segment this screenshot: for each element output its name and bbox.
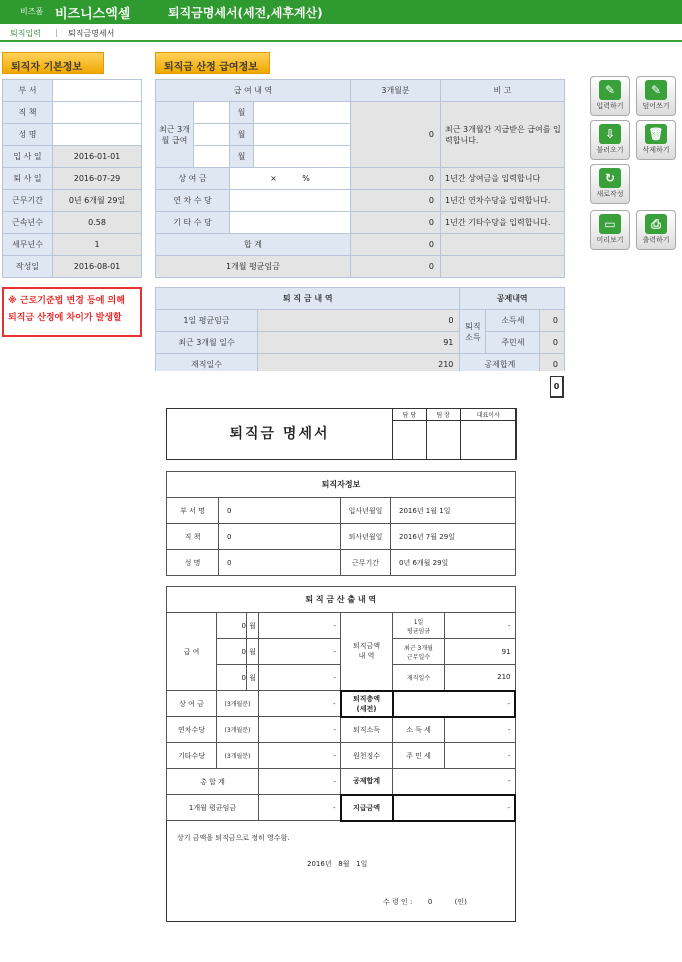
- month-label: 월: [230, 146, 254, 168]
- button-label: 미리보기: [596, 236, 624, 244]
- month-label: 월: [230, 124, 254, 146]
- doc-statement: 상기 금액을 퇴직금으로 정히 영수함.: [177, 834, 290, 842]
- basic-info-label: 부 서: [3, 80, 53, 102]
- print-button[interactable]: [636, 210, 676, 250]
- deduct-total-value: 0: [540, 354, 565, 372]
- income-tax-label: 소득세: [486, 310, 540, 332]
- month-input-3[interactable]: [194, 146, 230, 168]
- doc-pay-label: 급 여: [167, 613, 217, 691]
- doc-title-box: [166, 408, 516, 460]
- doc-receipt-box: [166, 821, 516, 922]
- basic-info-label: 근무기간: [3, 190, 53, 212]
- breadcrumb: [0, 26, 682, 42]
- printer-icon: ⎙: [645, 214, 667, 234]
- nav-link-statement[interactable]: 퇴직금명세서: [68, 29, 115, 38]
- recent-days-label: 최근 3개월 일수: [156, 332, 258, 354]
- download-icon: ⇩: [599, 124, 621, 144]
- basic-info-table: [2, 79, 142, 278]
- remark-bonus: 1년간 상여금을 입력합니다: [441, 168, 565, 190]
- monitor-icon: ▭: [599, 214, 621, 234]
- section-title-basic: 퇴직자 기본정보: [2, 52, 104, 74]
- col-pay-detail: 급 여 내 역: [156, 80, 351, 102]
- resident-tax-value: 0: [540, 332, 565, 354]
- page-title: 퇴직금명세서(세전,세후계산): [168, 6, 323, 20]
- trash-icon: 🗑: [645, 124, 667, 144]
- retirement-detail-panel: [155, 287, 565, 371]
- sum-3months: 0: [351, 102, 441, 168]
- basic-info-row: [3, 168, 142, 190]
- basic-info-label: 작성일: [3, 256, 53, 278]
- annual-label: 연 차 수 당: [156, 190, 230, 212]
- annual-input[interactable]: [230, 190, 351, 212]
- month-input-1[interactable]: [194, 102, 230, 124]
- doc-pos-value: 0: [219, 524, 341, 550]
- total-label: 합 계: [156, 234, 351, 256]
- basic-info-row: [3, 190, 142, 212]
- brand-logo: 비즈니스엑셀: [55, 7, 131, 22]
- ret-detail-header: 퇴 직 금 내 역: [156, 288, 460, 310]
- section-title-pay: 퇴직금 산정 급여정보: [155, 52, 270, 74]
- pay-input-2[interactable]: [254, 124, 351, 146]
- avg-value: 0: [351, 256, 441, 278]
- doc-leave-value: 2016년 7월 29일: [391, 524, 516, 550]
- doc-calc-table: 퇴 직 금 산 출 내 역 급 여 0 월 - 퇴직금액 내 역 1일 평균임금 - 0 월 - 최근 3개월 근무일수 91 0 월 - 재직일수 210 상 여 금 (3개월분) - 퇴직충액 (세전) - 연차수당 (3개월분) - 퇴직소득 소 득 세 - 기타수당 (3개월분) - 원천징수 주 민 세 - 총 합 계 - 공제합계 - 1개월 평균임금 - 지급금액 -: [166, 586, 516, 822]
- refresh-icon: ↻: [599, 168, 621, 188]
- remark-recent: 최근 3개월간 지급받은 급여를 입력합니다.: [441, 102, 565, 168]
- basic-info-label: 직 책: [3, 102, 53, 124]
- month-label: 월: [230, 102, 254, 124]
- remark-annual: 1년간 연차수당을 입력합니다.: [441, 190, 565, 212]
- work-days-label: 재직일수: [156, 354, 258, 372]
- pencil-icon: ✎: [645, 80, 667, 100]
- basic-info-value[interactable]: [53, 80, 142, 102]
- doc-name-value: 0: [219, 550, 341, 576]
- basic-info-value: 2016-07-29: [53, 168, 142, 190]
- daily-avg-label: 1일 평균임금: [156, 310, 258, 332]
- etc-value: 0: [351, 212, 441, 234]
- basic-info-label: 세무년수: [3, 234, 53, 256]
- doc-info-title: 퇴직자정보: [167, 472, 516, 498]
- bonus-label: 상 여 금: [156, 168, 230, 190]
- col-remarks: 비 고: [441, 80, 565, 102]
- doc-name-label: 성 명: [167, 550, 219, 576]
- doc-dept-label: 부 서 명: [167, 498, 219, 524]
- doc-join-label: 입사년월일: [341, 498, 391, 524]
- basic-info-row: [3, 146, 142, 168]
- button-label: 삭제하기: [642, 146, 670, 154]
- col-3months: 3개월분: [351, 80, 441, 102]
- doc-calc-title: 퇴 직 금 산 출 내 역: [167, 587, 516, 613]
- etc-input[interactable]: [230, 212, 351, 234]
- button-label: 입력하기: [596, 102, 624, 110]
- doc-retamt-label: 퇴직금액 내 역: [341, 613, 393, 691]
- basic-info-value: 2016-01-01: [53, 146, 142, 168]
- nav-link-input[interactable]: 퇴직입력: [10, 29, 41, 38]
- doc-join-value: 2016년 1월 1일: [391, 498, 516, 524]
- pay-input-3[interactable]: [254, 146, 351, 168]
- pencil-icon: ✎: [599, 80, 621, 100]
- deduct-total-label: 공제합계: [460, 354, 540, 372]
- bonus-input[interactable]: × %: [230, 168, 351, 190]
- doc-info-table: [166, 471, 516, 576]
- remark-etc: 1년간 기타수당을 입력합니다.: [441, 212, 565, 234]
- basic-info-value[interactable]: [53, 124, 142, 146]
- brand-small: 비즈폼: [20, 7, 44, 16]
- basic-info-row: [3, 256, 142, 278]
- basic-info-label: 성 명: [3, 124, 53, 146]
- tax-label: 퇴직소득: [460, 310, 486, 354]
- doc-title: 퇴직금 명세서: [229, 426, 330, 442]
- load-button[interactable]: [590, 120, 630, 160]
- doc-period-value: 0년 6개월 29일: [391, 550, 516, 576]
- button-label: 새로작성: [596, 190, 624, 198]
- new-button[interactable]: [590, 164, 630, 204]
- month-input-2[interactable]: [194, 124, 230, 146]
- basic-info-value: 2016-08-01: [53, 256, 142, 278]
- basic-info-row: [3, 102, 142, 124]
- doc-pos-label: 직 책: [167, 524, 219, 550]
- annual-value: 0: [351, 190, 441, 212]
- recent-label: 최근 3개월 급여: [156, 102, 194, 168]
- basic-info-row: [3, 80, 142, 102]
- pay-input-1[interactable]: [254, 102, 351, 124]
- basic-info-value[interactable]: [53, 102, 142, 124]
- approval-staff: 담 당: [393, 409, 427, 421]
- approval-ceo: 대표이사: [460, 409, 516, 421]
- basic-info-value: 0.58: [53, 212, 142, 234]
- avg-label: 1개월 평균임금: [156, 256, 351, 278]
- basic-info-label: 근속년수: [3, 212, 53, 234]
- basic-info-label: 퇴 사 일: [3, 168, 53, 190]
- approval-manager: 팀 장: [426, 409, 460, 421]
- net-pay-box: 0: [550, 376, 564, 398]
- app-header: [0, 0, 682, 24]
- income-tax-value: 0: [540, 310, 565, 332]
- resident-tax-label: 주민세: [486, 332, 540, 354]
- basic-info-row: [3, 124, 142, 146]
- basic-info-row: [3, 234, 142, 256]
- preview-button[interactable]: [590, 210, 630, 250]
- approval-table: [392, 408, 517, 460]
- warning-notice: ※ 근로기준법 변경 등에 의해 퇴직금 산정에 차이가 발생할: [2, 287, 142, 337]
- basic-info-label: 입 사 일: [3, 146, 53, 168]
- nav-separator: |: [55, 28, 58, 37]
- input-button[interactable]: [590, 76, 630, 116]
- basic-info-value: 1: [53, 234, 142, 256]
- overwrite-button[interactable]: [636, 76, 676, 116]
- button-label: 불러오기: [596, 146, 624, 154]
- doc-leave-label: 퇴사년월일: [341, 524, 391, 550]
- button-label: 덮어쓰기: [642, 102, 670, 110]
- doc-receiver: 수 령 인 : 0 (인): [383, 898, 467, 906]
- doc-period-label: 근무기간: [341, 550, 391, 576]
- work-days-value: 210: [258, 354, 460, 372]
- total-value: 0: [351, 234, 441, 256]
- button-label: 출력하기: [642, 236, 670, 244]
- pay-info-table: [155, 79, 565, 278]
- basic-info-value: 0년 6개월 29일: [53, 190, 142, 212]
- etc-label: 기 타 수 당: [156, 212, 230, 234]
- doc-date: 2016년 8월 1일: [307, 860, 368, 868]
- daily-avg-value: 0: [258, 310, 460, 332]
- doc-dept-value: 0: [219, 498, 341, 524]
- basic-info-row: [3, 212, 142, 234]
- deduct-header: 공제내역: [460, 288, 565, 310]
- bonus-value: 0: [351, 168, 441, 190]
- recent-days-value: 91: [258, 332, 460, 354]
- delete-button[interactable]: [636, 120, 676, 160]
